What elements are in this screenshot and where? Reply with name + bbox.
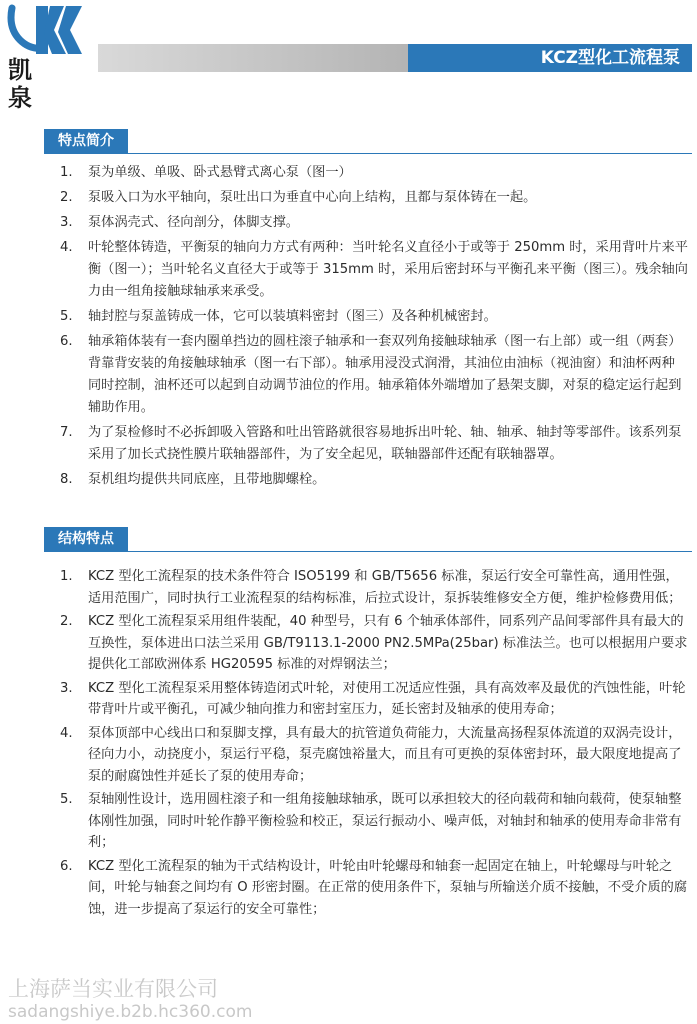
section-divider xyxy=(44,153,692,154)
list-item: 4. 叶轮整体铸造，平衡泵的轴向力方式有两种：当叶轮名义直径小于或等于 250mm 时，采用背叶片来平衡（图一）；当叶轮名义直径大于或等于 315mm 时，采用后密封环与平衡孔来平衡（图三）。残余轴向力由一组角接触球轴承来承受。 xyxy=(60,240,688,299)
structure-list xyxy=(54,566,688,922)
list-item: 3. KCZ 型化工流程泵采用整体铸造闭式叶轮，对使用工况适应性强，具有高效率及最优的汽蚀性能，叶轮带背叶片或平衡孔，可减少轴向推力和密封室压力，延长密封及轴承的使用寿命； xyxy=(60,680,686,717)
list-item: 1. 泵为单级、单吸、卧式悬臂式离心泵（图一） xyxy=(60,165,352,180)
list-item: 6. 轴承箱体装有一套内圈单挡边的圆柱滚子轴承和一套双列角接触球轴承（图一右上部）或一组（两套）背靠背安装的角接触球轴承（图一右下部）。轴承用浸没式润滑，其油位由油标（视油窗）和油杯两种同时控制，油杯还可以起到自动调节油位的作用。轴承箱体外端增加了悬架支脚，对泵的稳定运行起到辅助作用。 xyxy=(60,334,682,415)
section-heading-features: 特点简介 xyxy=(44,129,128,153)
list-item: 2. KCZ 型化工流程泵采用组件装配，40 种型号，只有 6 个轴承体部件，同系列产品间零部件具有最大的互换性，泵体进出口法兰采用 GB/T9113.1-2000 PN2.5MPa(25bar) 标准法兰。也可以根据用户要求提供化工部欧洲体系 HG20595 标准的对焊钢法兰； xyxy=(60,614,688,672)
list-item: 2. 泵吸入口为水平轴向，泵吐出口为垂直中心向上结构，且都与泵体铸在一起。 xyxy=(60,190,537,205)
watermark-company: 上海萨当实业有限公司 xyxy=(8,977,218,1001)
watermark-url: sadangshiye.b2b.hc360.com xyxy=(8,1002,253,1022)
list-item: 4. 泵体顶部中心线出口和泵脚支撑，具有最大的抗管道负荷能力，大流量高扬程泵体流道的双涡壳设计，径向力小，动挠度小，泵运行平稳，泵壳腐蚀裕量大，而且有可更换的泵体密封环，最大限度地提高了泵的耐腐蚀性并延长了泵的使用寿命； xyxy=(60,725,682,784)
section-divider xyxy=(44,551,692,552)
list-item: 1. KCZ 型化工流程泵的技术条件符合 ISO5199 和 GB/T5656 标准，泵运行安全可靠性高，通用性强，适用范围广，同时执行工业流程泵的结构标准，后拉式设计，泵拆装维修安全方便，维护检修费用低； xyxy=(60,569,682,606)
page-title: KCZ型化工流程泵 xyxy=(408,44,692,72)
kq-logo-icon xyxy=(6,4,84,56)
list-item: 8. 泵机组均提供共同底座，且带地脚螺栓。 xyxy=(60,472,326,487)
list-item: 6. KCZ 型化工流程泵的轴为干式结构设计，叶轮由叶轮螺母和轴套一起固定在轴上，叶轮螺母与叶轮之间，叶轮与轴套之间均有 O 形密封圈。在正常的使用条件下，泵轴与所输送介质不接触，不受介质的腐蚀，进一步提高了泵运行的安全可靠性； xyxy=(60,858,688,917)
list-item: 5. 泵轴刚性设计，选用圆柱滚子和一组角接触球轴承，既可以承担较大的径向载荷和轴向载荷，使泵轴整体刚性加强，同时叶轮作静平衡检验和校正，泵运行振动小、噪声低，对轴封和轴承的使用寿命非常有利； xyxy=(60,792,682,850)
list-item: 3. 泵体涡壳式、径向剖分，体脚支撑。 xyxy=(60,215,299,230)
feature-list xyxy=(54,162,688,494)
list-item: 7. 为了泵检修时不必拆卸吸入管路和吐出管路就很容易地拆出叶轮、轴、轴承、轴封等零部件。该系列泵采用了加长式挠性膜片联轴器部件，为了安全起见，联轴器部件还配有联轴器罩。 xyxy=(60,425,682,462)
section-heading-structure: 结构特点 xyxy=(44,527,128,551)
list-item: 5. 轴封腔与泵盖铸成一体，它可以装填料密封（图三）及各种机械密封。 xyxy=(60,309,497,324)
brand-logo xyxy=(4,4,86,112)
brand-name: 凯 泉 xyxy=(8,56,44,112)
